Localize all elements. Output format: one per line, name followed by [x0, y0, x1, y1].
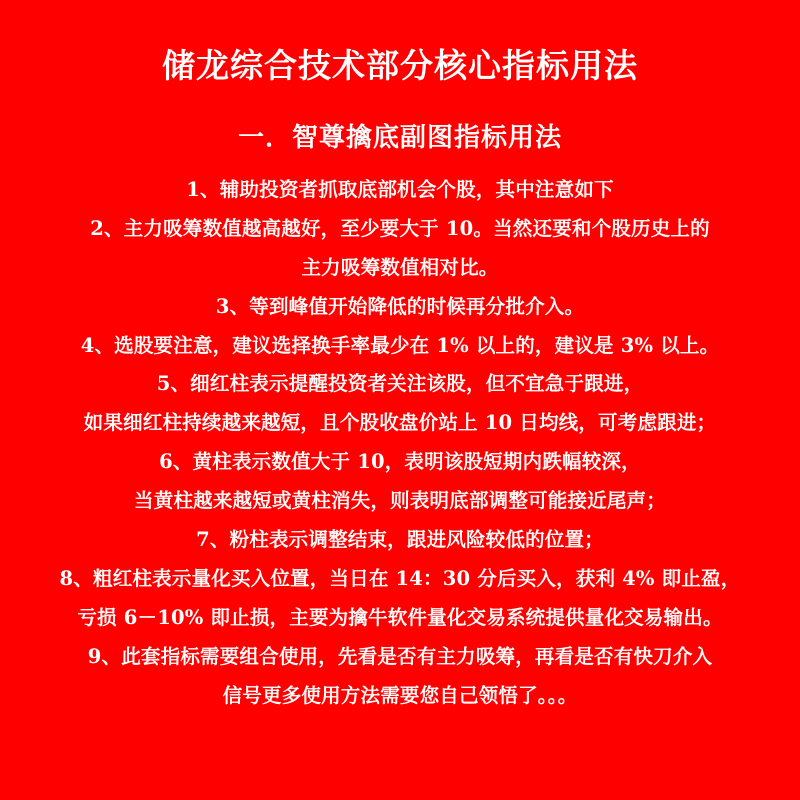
instruction-line: 7、粉柱表示调整结束，跟进风险较低的位置；	[196, 528, 604, 552]
instruction-list	[0, 171, 800, 715]
instruction-line: 主力吸筹数值相对比。	[301, 255, 499, 279]
instruction-line: 4、选股要注意，建议选择换手率最少在 1% 以上的，建议是 3% 以上。	[80, 333, 720, 357]
instruction-line: 2、主力吸筹数值越高越好，至少要大于 10。当然还要和个股历史上的	[90, 216, 710, 240]
instruction-line: 6、黄柱表示数值大于 10，表明该股短期内跌幅较深，	[159, 450, 641, 474]
instruction-line: 9、此套指标需要组合使用，先看是否有主力吸筹，再看是否有快刀介入	[87, 644, 713, 668]
instruction-line: 当黄柱越来越短或黄柱消失，则表明底部调整可能接近尾声；	[134, 489, 666, 513]
instruction-line: 3、等到峰值开始降低的时候再分批介入。	[215, 294, 585, 318]
instruction-line: 1、辅助投资者抓取底部机会个股，其中注意如下	[186, 178, 614, 201]
instruction-line: 如果细红柱持续越来越短，且个股收盘价站上 10 日均线，可考虑跟进；	[83, 411, 717, 435]
instruction-line: 8、粗红柱表示量化买入位置，当日在 14：30 分后买入，获利 4% 即止盈，	[59, 566, 741, 590]
instruction-line: 亏损 6－10% 即止损，主要为擒牛软件量化交易系统提供量化交易输出。	[77, 605, 723, 629]
page-title: 储龙综合技术部分核心指标用法	[162, 46, 638, 85]
instruction-line: 5、细红柱表示提醒投资者关注该股，但不宜急于跟进，	[156, 372, 644, 396]
section-heading: 一．智尊擒底副图指标用法	[237, 123, 562, 153]
instruction-line: 信号更多使用方法需要您自己领悟了。。。	[222, 683, 578, 707]
